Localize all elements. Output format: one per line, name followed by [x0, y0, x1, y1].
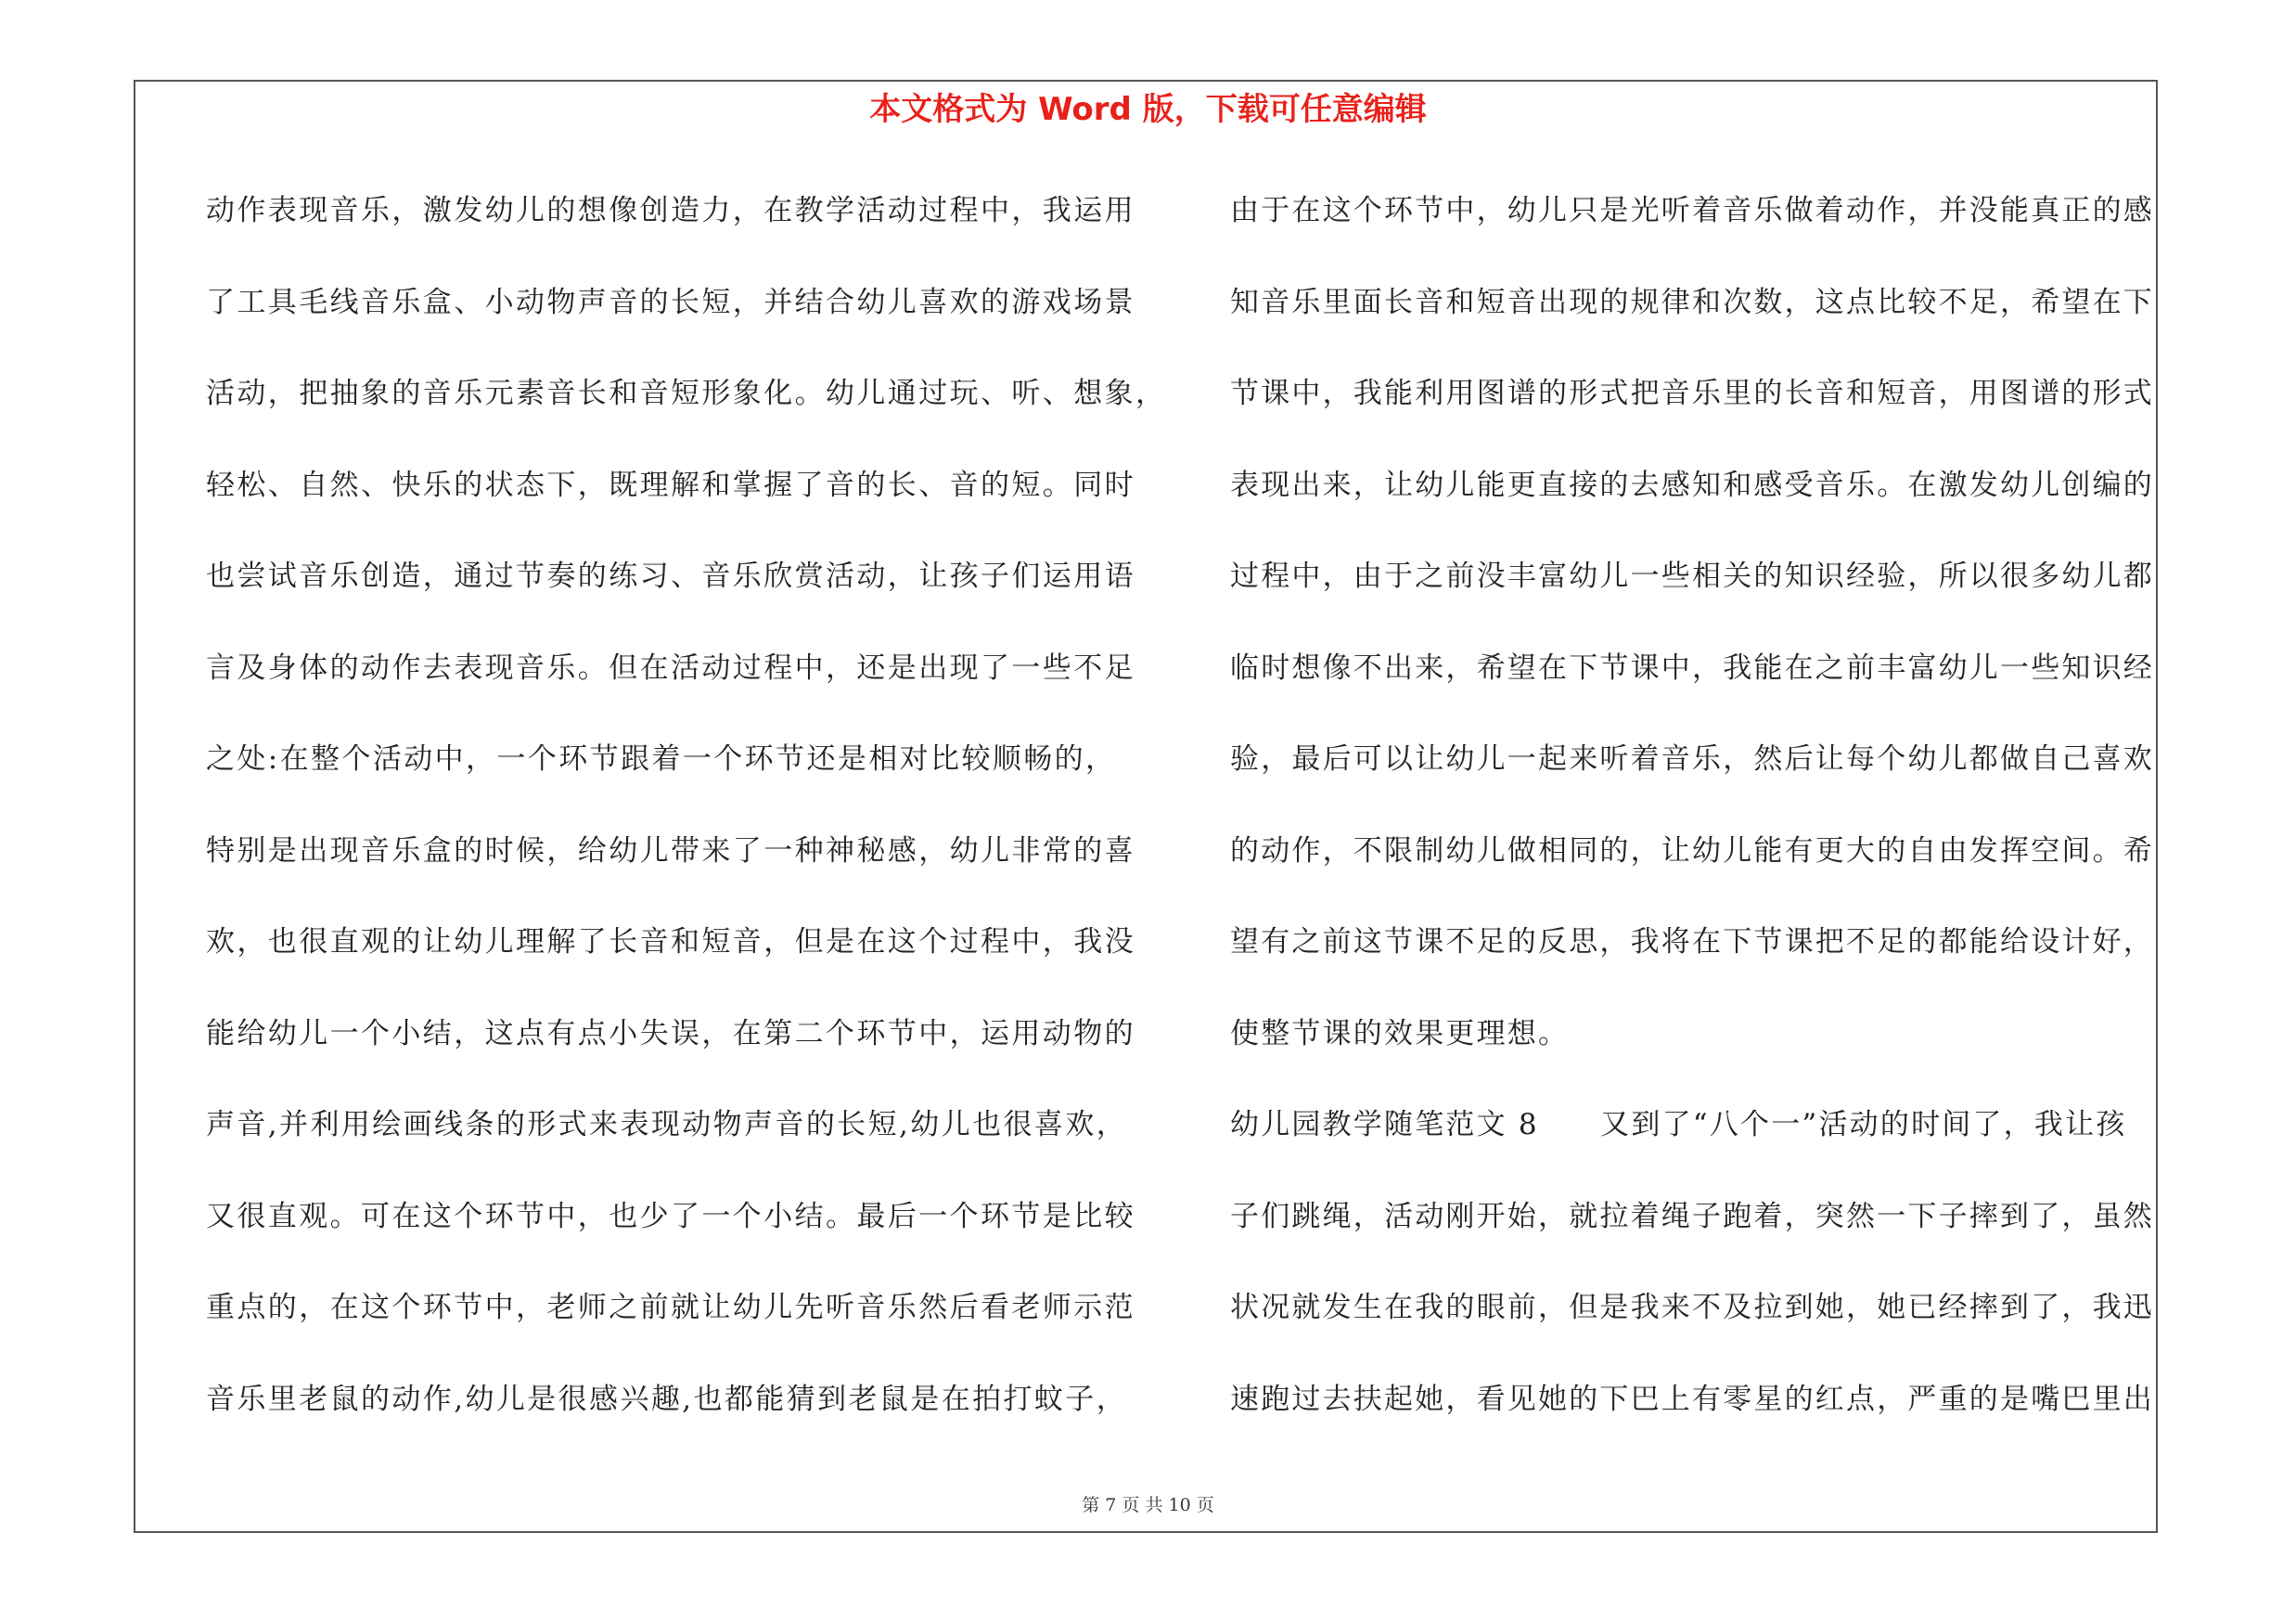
text-line: 活动，把抽象的音乐元素音长和音短形象化。幼儿通过玩、听、想象，: [206, 377, 1167, 410]
text-line: 也尝试音乐创造，通过节奏的练习、音乐欣赏活动，让孩子们运用语: [206, 560, 1135, 593]
right-text-column: [1230, 182, 2161, 1462]
text-line: 之处:在整个活动中，一个环节跟着一个环节还是相对比较顺畅的，: [206, 742, 1117, 776]
text-line: 速跑过去扶起她，看见她的下巴上有零星的红点，严重的是嘴巴里出: [1230, 1382, 2154, 1416]
text-line: 轻松、自然、快乐的状态下，既理解和掌握了音的长、音的短。同时: [206, 468, 1135, 502]
text-line: 重点的，在这个环节中，老师之前就让幼儿先听音乐然后看老师示范: [206, 1291, 1135, 1324]
text-line: 言及身体的动作去表现音乐。但在活动过程中，还是出现了一些不足: [206, 650, 1135, 685]
text-line: 又很直观。可在这个环节中，也少了一个小结。最后一个环节是比较: [206, 1199, 1135, 1233]
text-line: 望有之前这节课不足的反思，我将在下节课把不足的都能给设计好，: [1230, 925, 2154, 959]
text-line: 过程中，由于之前没丰富幼儿一些相关的知识经验，所以很多幼儿都: [1230, 560, 2154, 593]
text-line: 欢，也很直观的让幼儿理解了长音和短音，但是在这个过程中，我没: [206, 925, 1135, 959]
text-line: 子们跳绳，活动刚开始，就拉着绳子跑着，突然一下子摔到了，虽然: [1230, 1199, 2154, 1233]
text-line: 的动作，不限制幼儿做相同的，让幼儿能有更大的自由发挥空间。希: [1230, 833, 2154, 868]
text-line: 知音乐里面长音和短音出现的规律和次数，这点比较不足，希望在下: [1230, 285, 2154, 319]
format-banner: 本文格式为 Word 版，下载可任意编辑: [869, 91, 1427, 128]
text-line: 表现出来，让幼儿能更直接的去感知和感受音乐。在激发幼儿创编的: [1230, 468, 2154, 502]
page-number-footer: 第 7 页 共 10 页: [1082, 1495, 1214, 1515]
text-line: 节课中，我能利用图谱的形式把音乐里的长音和短音，用图谱的形式: [1230, 377, 2154, 410]
text-line: 状况就发生在我的眼前，但是我来不及拉到她，她已经摔到了，我迅: [1230, 1291, 2154, 1324]
text-line: 由于在这个环节中，幼儿只是光听着音乐做着动作，并没能真正的感: [1230, 194, 2154, 227]
text-line: 动作表现音乐，激发幼儿的想像创造力，在教学活动过程中，我运用: [206, 194, 1135, 227]
text-line: 声音,并利用绘画线条的形式来表现动物声音的长短,幼儿也很喜欢，: [206, 1108, 1128, 1141]
text-line: 临时想像不出来，希望在下节课中，我能在之前丰富幼儿一些知识经: [1230, 650, 2154, 685]
text-line: 验，最后可以让幼儿一起来听着音乐，然后让每个幼儿都做自己喜欢: [1230, 742, 2154, 776]
section-heading-line: 幼儿园教学随笔范文 8 又到了“八个一”活动的时间了，我让孩: [1230, 1108, 2127, 1141]
text-line: 能给幼儿一个小结，这点有点小失误，在第二个环节中，运用动物的: [206, 1016, 1135, 1050]
text-line: 音乐里老鼠的动作,幼儿是很感兴趣,也都能猜到老鼠是在拍打蚊子，: [206, 1382, 1128, 1416]
left-text-column: [206, 182, 1167, 1462]
text-line: 特别是出现音乐盒的时候，给幼儿带来了一种神秘感，幼儿非常的喜: [206, 833, 1135, 868]
text-line: 使整节课的效果更理想。: [1230, 1016, 1570, 1050]
text-line: 了工具毛线音乐盒、小动物声音的长短，并结合幼儿喜欢的游戏场景: [206, 285, 1135, 319]
